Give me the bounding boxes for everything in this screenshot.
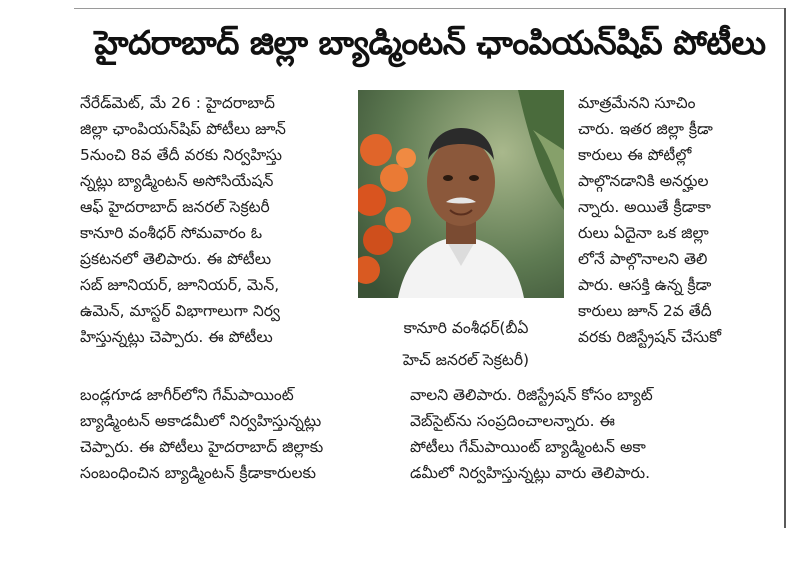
paragraph-line: సబ్ జూనియర్, జూనియర్, మెన్, (80, 276, 280, 294)
paragraph-line: హిస్తున్నట్లు చెప్పారు. ఈ పోటీలు (80, 328, 273, 346)
paragraph-line: 5నుంచి 8వ తేదీ వరకు నిర్వహిస్తు (80, 146, 283, 164)
paragraph-line: వాలని తెలిపారు. రిజిస్ట్రేషన్ కోసం బ్యాట్ (410, 386, 653, 404)
paragraph-line: వరకు రిజిస్ట్రేషన్ చేసుకో (578, 328, 722, 346)
paragraph-line: మాత్రమేనని సూచిం (578, 94, 696, 112)
photo-caption (368, 308, 564, 378)
paragraph-line: బ్యాడ్మింటన్ అకాడమీలో నిర్వహిస్తున్నట్లు (80, 412, 322, 430)
headline: హైదరాబాద్ జిల్లా బ్యాడ్మింటన్ ఛాంపియన్‌షిప్ పోటీలు (94, 23, 766, 62)
paragraph-line: న్నట్లు బ్యాడ్మింటన్ అసోసియేషన్ (80, 172, 274, 190)
paragraph-line: చెప్పారు. ఈ పోటీలు హైదరాబాద్ జిల్లాకు (80, 438, 324, 456)
paragraph-line: నేరేడ్‌మెట్, మే 26 : హైదరాబాద్ (80, 94, 275, 112)
paragraph-line: లోనే పాల్గొనాలని తెలి (578, 250, 708, 268)
portrait-photo-icon (358, 90, 564, 298)
column-rule (784, 8, 786, 528)
paragraph-line: రులు ఏదైనా ఒక జిల్లా (578, 224, 709, 242)
caption-line: హెచ్ జనరల్ సెక్రటరీ) (402, 351, 530, 369)
paragraph-line: బండ్లగూడ జాగీర్‌లోని గేమ్‌పాయింట్ (80, 386, 294, 404)
paragraph-line: పాల్గొనడానికి అనర్హుల (578, 172, 709, 190)
paragraph-line: చారు. ఇతర జిల్లా క్రీడా (578, 120, 713, 138)
paragraph-line: కానూరి వంశీధర్ సోమవారం ఓ (80, 224, 263, 242)
paragraph-line: ఉమెన్, మాస్టర్ విభాగాలుగా నిర్వ (80, 302, 281, 320)
portrait-illustration (358, 90, 564, 298)
paragraph-line: సంబంధించిన బ్యాడ్మింటన్ క్రీడాకారులకు (80, 464, 316, 482)
paragraph-line: పారు. ఆసక్తి ఉన్న క్రీడా (578, 276, 712, 294)
top-rule (74, 8, 786, 9)
paragraph-line: డమీలో నిర్వహిస్తున్నట్లు వారు తెలిపారు. (410, 464, 651, 482)
paragraph-line: జిల్లా ఛాంపియన్‌షిప్ పోటీలు జూన్ (80, 120, 286, 138)
paragraph-line: కారులు ఈ పోటీల్లో (578, 146, 692, 164)
paragraph-line: ప్రకటనలో తెలిపారు. ఈ పోటీలు (80, 250, 272, 268)
paragraph-line: కారులు జూన్ 2వ తేదీ (578, 302, 712, 320)
paragraph-line: వెబ్‌సైట్‌ను సంప్రదించాలన్నారు. ఈ (410, 412, 615, 430)
caption-line: కానూరి వంశీధర్(బీఏ (403, 319, 529, 337)
paragraph-line: ఆఫ్ హైదరాబాద్ జనరల్ సెక్రటరీ (80, 198, 270, 216)
paragraph-line: న్నారు. అయితే క్రీడాకా (578, 198, 711, 216)
paragraph-line: పోటీలు గేమ్‌పాయింట్ బ్యాడ్మింటన్ అకా (410, 438, 646, 456)
